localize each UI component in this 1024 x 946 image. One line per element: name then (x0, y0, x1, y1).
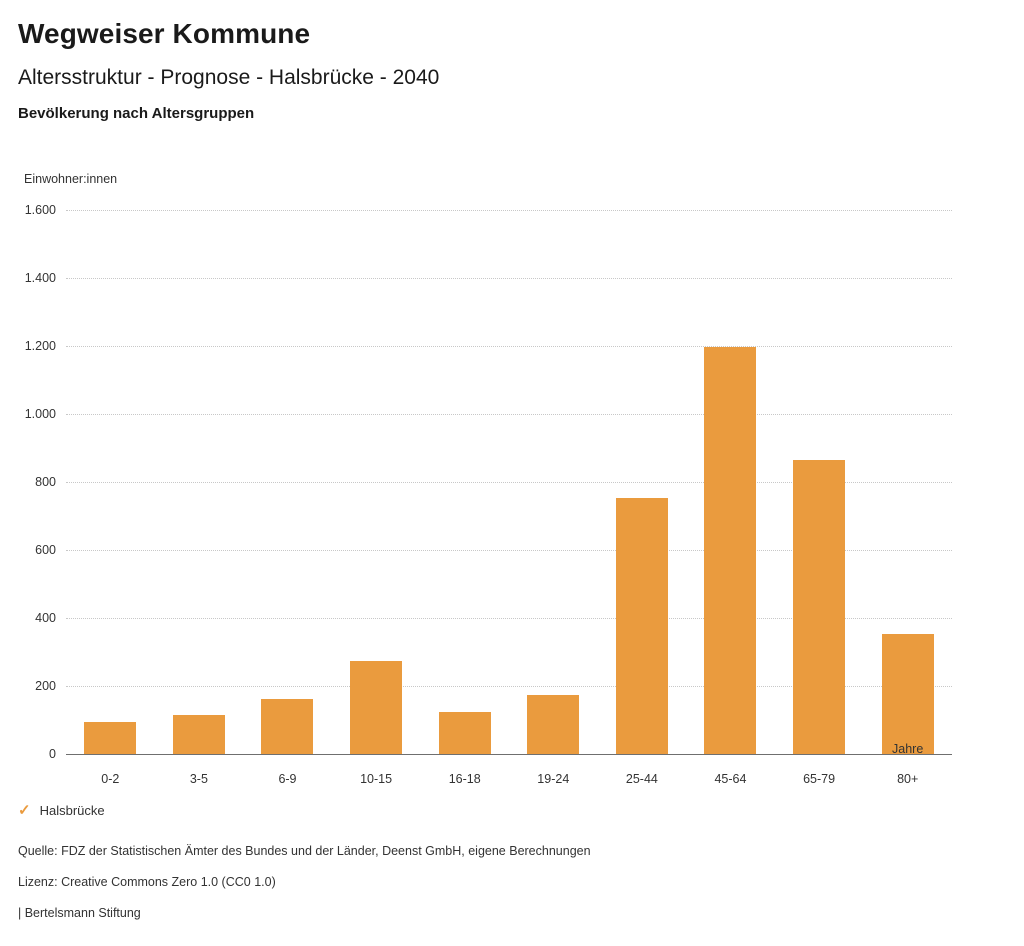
bar-slot (598, 210, 687, 754)
x-axis-tick-label: 19-24 (537, 772, 570, 786)
page-title: Wegweiser Kommune (18, 18, 311, 49)
license-note: Lizenz: Creative Commons Zero 1.0 (CC0 1.0) (18, 875, 276, 889)
x-axis-tick-label: 80+ (897, 772, 919, 786)
y-axis-tick-label: 1.600 (24, 203, 56, 217)
chart-subtitle: Altersstruktur - Prognose - Halsbrücke - 2040 (18, 66, 440, 89)
bar-slot (155, 210, 244, 754)
x-axis-tick-label: 10-15 (360, 772, 393, 786)
y-axis-tick-label: 0 (49, 747, 56, 761)
bar-slot (775, 210, 864, 754)
chart-container (0, 150, 1024, 800)
source-note: Quelle: FDZ der Statistischen Ämter des Bundes und der Länder, Deenst GmbH, eigene Berechnungen (18, 844, 591, 858)
x-axis-tick-label: 16-18 (448, 772, 481, 786)
x-axis-tick-label: 25-44 (625, 772, 658, 786)
plot-area (24, 203, 952, 786)
bar[interactable] (261, 699, 313, 754)
y-axis-tick-label: 600 (35, 543, 56, 557)
check-icon: ✓ (18, 802, 31, 819)
chart-section-label: Bevölkerung nach Altersgruppen (18, 105, 255, 122)
bar[interactable] (439, 712, 491, 754)
x-axis-tick-label: 45-64 (714, 772, 747, 786)
y-axis-tick-label: 800 (35, 475, 56, 489)
x-axis-title: Jahre (892, 742, 924, 756)
x-axis-tick-label: 0-2 (101, 772, 120, 786)
bar-slot (686, 210, 775, 754)
bar[interactable] (793, 460, 845, 754)
y-axis-tick-label: 200 (35, 679, 56, 693)
bar[interactable] (704, 347, 756, 754)
bar-slot (66, 210, 155, 754)
x-axis-tick-label: 3-5 (189, 772, 208, 786)
bar[interactable] (882, 634, 934, 754)
bar-slot (243, 210, 332, 754)
x-axis-tick-label: 6-9 (278, 772, 297, 786)
x-axis-tick-label: 65-79 (803, 772, 836, 786)
bar-slot (420, 210, 509, 754)
bar[interactable] (84, 722, 136, 754)
y-axis-tick-label: 1.000 (24, 407, 56, 421)
legend-item-label: Halsbrücke (39, 803, 105, 818)
axis-line-zero (66, 754, 952, 755)
chart-legend[interactable] (18, 803, 105, 818)
bar[interactable] (350, 661, 402, 754)
y-axis-tick-label: 1.200 (24, 339, 56, 353)
publisher-note: | Bertelsmann Stiftung (18, 906, 141, 920)
bar[interactable] (527, 695, 579, 754)
y-axis-tick-label: 400 (35, 611, 56, 625)
bar[interactable] (173, 715, 225, 754)
bar-slot (509, 210, 598, 754)
bar-slot (332, 210, 421, 754)
bar-series (66, 210, 952, 754)
y-axis-tick-label: 1.400 (24, 271, 56, 285)
y-axis-title: Einwohner:innen (24, 172, 118, 186)
bar-slot (863, 210, 952, 754)
bar[interactable] (616, 498, 668, 754)
